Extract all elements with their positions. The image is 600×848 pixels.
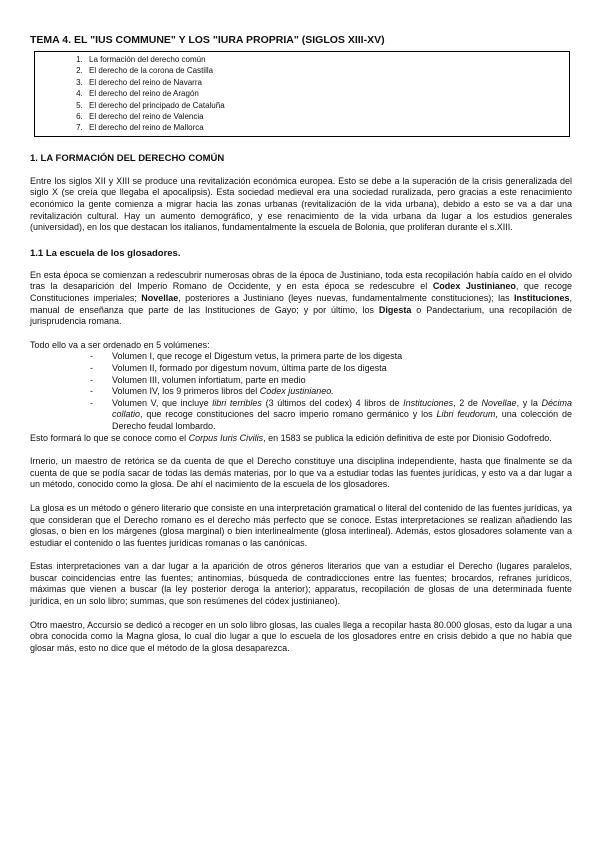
volumes-list <box>30 351 572 432</box>
paragraph-revitalizacion: Entre los siglos XII y XIII se produce una revitalización económica europea. Esto se debe a la superación de la crisis generalizada del siglo X (se creía que llegaba el apocalipsis). Esta sociedad medieval era una sociedad ruralizada, pero gracias a este renacimiento económico la gente comienza a migrar hacia las zonas urbanas (revitalización de la vida urbana), debido a esto se va a dar una revitalización cultural. Hay un aumento demográfico, y ese renacimiento de la vida urbana da lugar a los estudios generales (universidad), en los que destacan los italianos, fundamentalmente la escuela de Bolonia, que proliferan durante el s.XIII. <box>30 175 572 233</box>
list-item: - Volumen V, que incluye libri terribles (3 últimos del codex) 4 libros de Instituciones, 2 de Novellae, y la Décima collatio, que recoge constituciones del sacro imperio romano germánico y los Libri feudorum, una colección de Derecho feudal lombardo. <box>90 398 572 433</box>
list-item: - Volumen III, volumen infortiatum, parte en medio <box>90 375 572 387</box>
toc-item: 7. El derecho del reino de Mallorca <box>85 122 569 133</box>
paragraph-irnerio: Irnerio, un maestro de retórica se da cuenta de que el Derecho constituye una disciplina independiente, hasta que finalmente se da cuenta de que se podía sacar de todas las demás materias, por lo que va a estudiar todas las fuentes jurídicas, y esto va a dar lugar a un método, conocido como la glosa. De ahí el nacimiento de la escuela de los glosadores. <box>30 456 572 490</box>
subsection-heading: 1.1 La escuela de los glosadores. <box>30 247 181 259</box>
toc-item: 2. El derecho de la corona de Castilla <box>85 65 569 76</box>
toc-item: 6. El derecho del reino de Valencia <box>85 111 569 122</box>
section-heading: 1. LA FORMACIÓN DEL DERECHO COMÚN <box>30 152 225 164</box>
table-of-contents <box>34 51 570 137</box>
term-novellae: Novellae <box>141 293 179 303</box>
paragraph-justiniano: En esta época se comienzan a redescubrir numerosas obras de la época de Justiniano, toda esta recopilación había caído en el olvido tras la desaparición del Imperio Romano de Occidente, y en esta época se redescubre el Codex Justinianeo, que recoge Constituciones imperiales; Novellae, posteriores a Justiniano (leyes nuevas, fundamentalmente constituciones); las Instituciones, manual de enseñanza que parte de las Instituciones de Gayo; y por último, los Digesta o Pandectarium, una recopilación de jurisprudencia romana. <box>30 269 572 327</box>
list-item: - Volumen II, formado por digestum novum, última parte de los digesta <box>90 363 572 375</box>
term-codex: Codex Justinianeo <box>432 281 516 292</box>
term-digesta: Digesta <box>378 304 412 315</box>
toc-item: 3. El derecho del reino de Navarra <box>85 77 569 88</box>
list-item: - Volumen I, que recoge el Digestum vetus, la primera parte de los digesta <box>90 351 572 363</box>
toc-item: 1. La formación del derecho común <box>85 54 569 65</box>
list-item: - Volumen IV, los 9 primeros libros del Codex justinianeo. <box>90 386 572 398</box>
document-page <box>30 34 572 666</box>
paragraph-volumes-intro: Todo ello va a ser ordenado en 5 volúmenes: <box>30 339 210 350</box>
paragraph-generos: Estas interpretaciones van a dar lugar a la aparición de otros géneros literarios que van a estudiar el Derecho (lugares paralelos, buscar coincidencias entre las fuentes; antinomias, búsqueda de contradicciones entre las fuentes; brocardos, refranes jurídicos, máximas que vienen a buscar (la ley posterior deroga la anterior); apparatus, recopilación de glosas de una determinada fuente jurídica, en un solo libro; summas, que son resúmenes del códex justinianeo). <box>30 561 572 607</box>
document-title: TEMA 4. EL "IUS COMMUNE" Y LOS "IURA PROPRIA" (SIGLOS XIII-XV) <box>30 34 385 46</box>
term-instituciones: Instituciones <box>513 293 570 303</box>
paragraph-corpus: Esto formará lo que se conoce como el Corpus Iuris Civilis, en 1583 se publica la edición definitiva de este por Dionisio Godofredo. <box>30 432 552 443</box>
paragraph-accursio: Otro maestro, Accursio se dedicó a recoger en un solo libro glosas, las cuales llega a recopilar hasta 80.000 glosas, esto da lugar a una obra conocida como la Magna glosa, lo cual dio lugar a que lo escuela de los glosadores entre en crisis debido a que no había que glosar más, esto no dice que el método de la glosa desaparezca. <box>30 619 572 653</box>
term-corpus: Corpus Iuris Civilis <box>188 432 264 443</box>
toc-item: 4. El derecho del reino de Aragón <box>85 88 569 99</box>
paragraph-glosa: La glosa es un método o género literario que consiste en una interpretación gramatical o literal del contenido de las fuentes jurídicas, ya que consideran que el Derecho romano es el derecho más perfecto que se conoce. Estas interpretaciones se realizan añadiendo las glosas, o bien en los márgenes (glosa marginal) o bien interlinealmente (glosa interlineal). Además, estos glosadores solamente van a estudiar el contenido o las fuentes jurídicas romanas o las canónicas. <box>30 502 572 548</box>
toc-item: 5. El derecho del principado de Cataluña <box>85 100 569 111</box>
